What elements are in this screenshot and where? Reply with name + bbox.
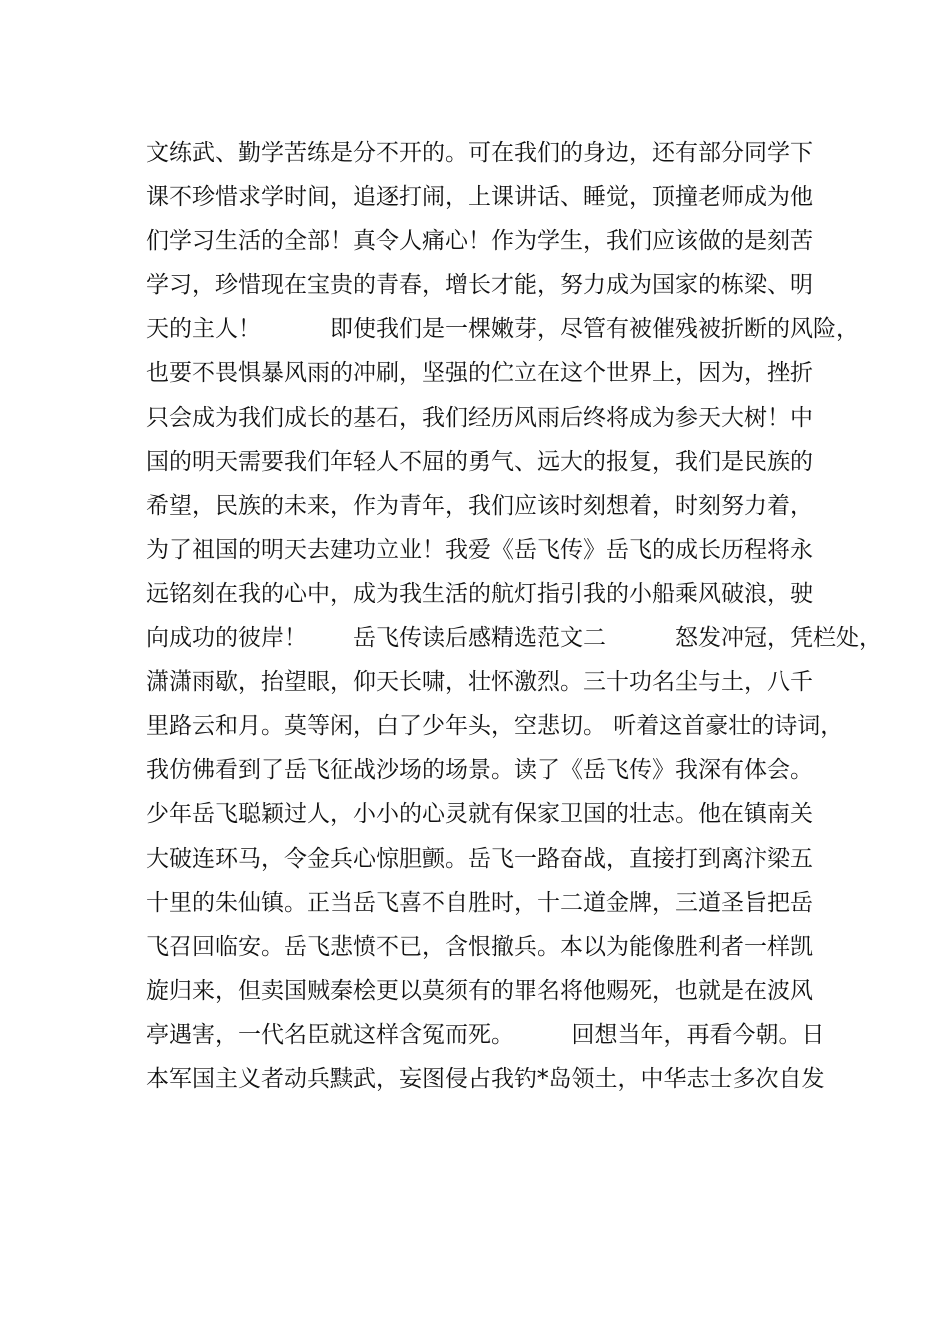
text-line: 只会成为我们成长的基石，我们经历风雨后终将成为参天大树！中: [146, 404, 813, 431]
text-line: 我仿佛看到了岳飞征战沙场的场景。读了《岳飞传》我深有体会。: [146, 757, 813, 784]
text-line: 本军国主义者动兵黩武，妄图侵占我钓*岛领土，中华志士多次自发: [146, 1065, 825, 1092]
text-line: 向成功的彼岸！ 岳飞传读后感精选范文二 怒发冲冠，凭栏处，: [146, 625, 882, 652]
text-line: 里路云和月。莫等闲，白了少年头，空悲切。 听着这首豪壮的诗词，: [146, 713, 844, 740]
text-line: 远铭刻在我的心中，成为我生活的航灯指引我的小船乘风破浪，驶: [146, 580, 813, 607]
text-line: 也要不畏惧暴风雨的冲刷，坚强的伫立在这个世界上，因为，挫折: [146, 360, 813, 387]
text-line: 课不珍惜求学时间，追逐打闹，上课讲话、睡觉，顶撞老师成为他: [146, 184, 813, 211]
text-line: 旋归来，但卖国贼秦桧更以莫须有的罪名将他赐死，也就是在波风: [146, 977, 813, 1004]
text-line: 学习，珍惜现在宝贵的青春，增长才能，努力成为国家的栋梁、明: [146, 272, 813, 299]
text-line: 国的明天需要我们年轻人不屈的勇气、远大的报复，我们是民族的: [146, 448, 813, 475]
text-line: 潇潇雨歇，抬望眼，仰天长啸，壮怀激烈。三十功名尘与土，八千: [146, 669, 813, 696]
text-line: 文练武、勤学苦练是分不开的。可在我们的身边，还有部分同学下: [146, 140, 813, 166]
text-line: 亭遇害，一代名臣就这样含冤而死。 回想当年，再看今朝。日: [146, 1021, 825, 1048]
text-line: 十里的朱仙镇。正当岳飞喜不自胜时，十二道金牌，三道圣旨把岳: [146, 889, 813, 916]
text-line: 天的主人！ 即使我们是一棵嫩芽，尽管有被催残被折断的风险，: [146, 316, 859, 343]
text-line: 少年岳飞聪颖过人，小小的心灵就有保家卫国的壮志。他在镇南关: [146, 801, 813, 828]
text-line: 希望，民族的未来，作为青年，我们应该时刻想着，时刻努力着，: [146, 492, 813, 519]
text-line: 大破连环马，令金兵心惊胆颤。岳飞一路奋战，直接打到离汴梁五: [146, 845, 813, 872]
text-line: 们学习生活的全部！真令人痛心！作为学生，我们应该做的是刻苦: [146, 228, 813, 255]
text-line: 为了祖国的明天去建功立业！我爱《岳飞传》岳飞的成长历程将永: [146, 536, 813, 563]
body-text: [146, 131, 882, 1101]
text-line: 飞召回临安。岳飞悲愤不已，含恨撤兵。本以为能像胜利者一样凯: [146, 933, 813, 960]
